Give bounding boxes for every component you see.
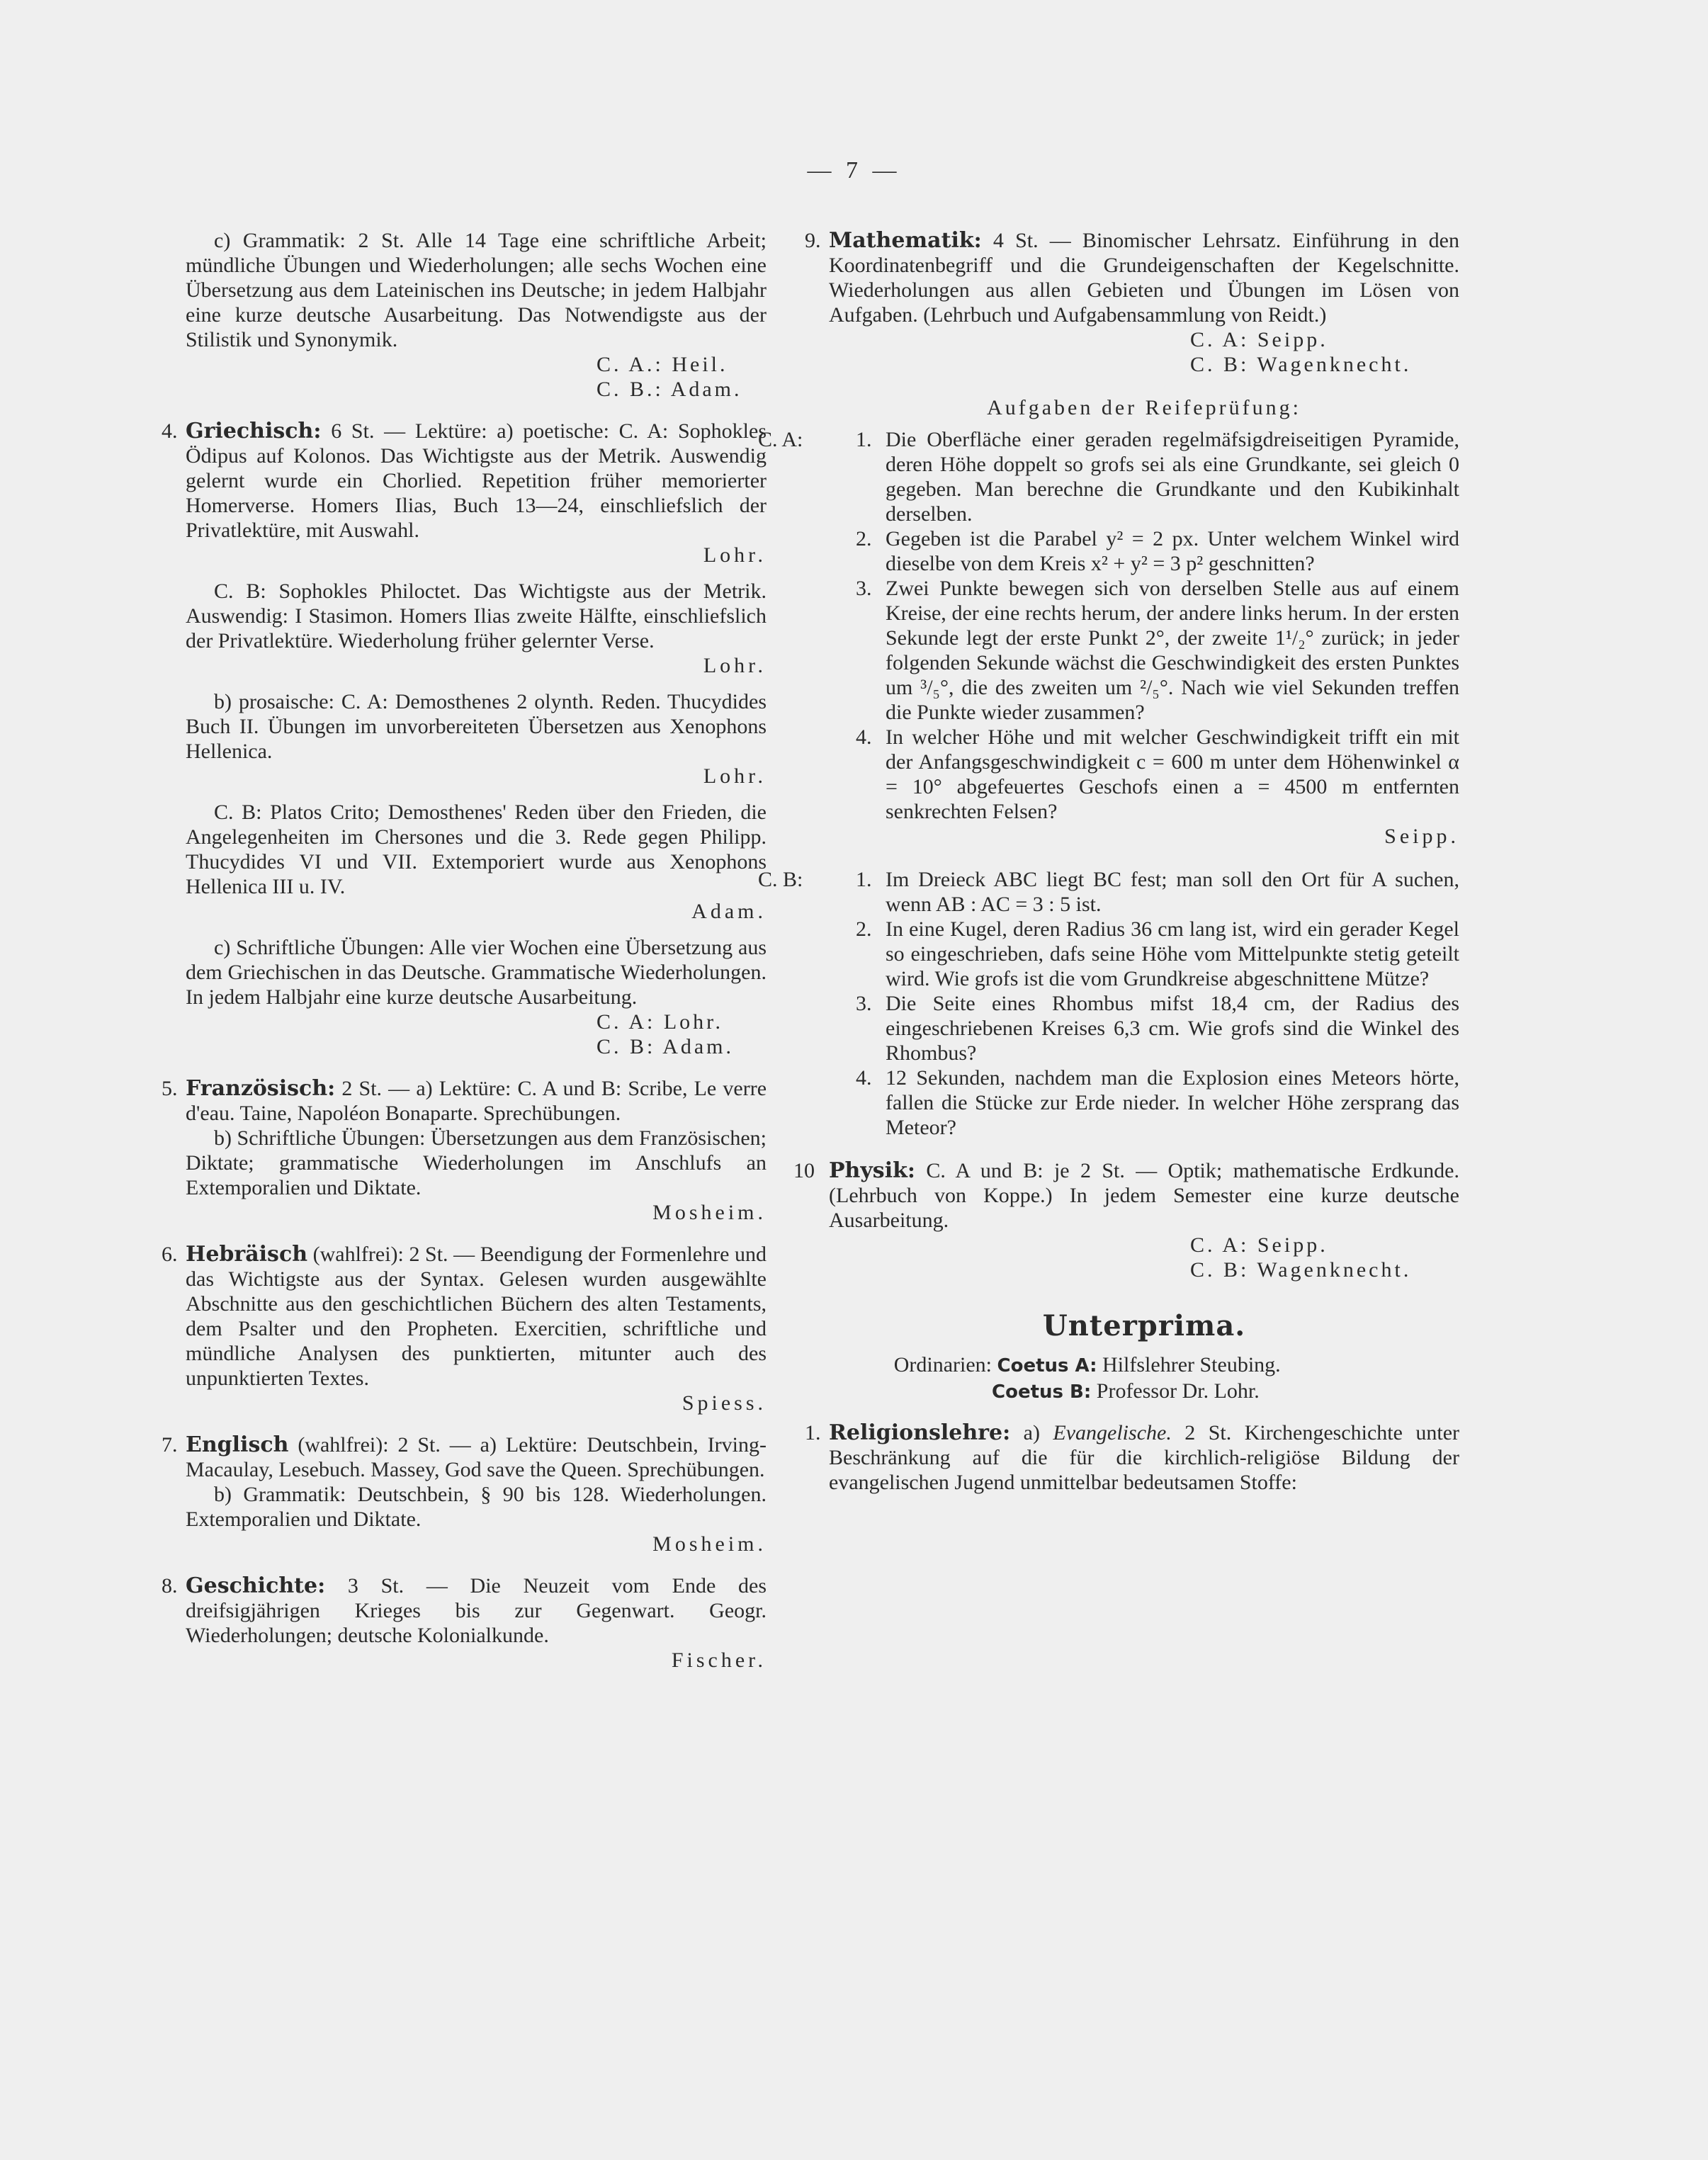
signature: C. A: Seipp.	[1190, 1233, 1328, 1257]
section-heading: Religionslehre:	[829, 1420, 1011, 1445]
signature: C. A: Lohr.	[596, 1010, 724, 1034]
problem-item: 4. In welcher Höhe und mit welcher Geschwindigkeit trifft ein mit der Anfangsgeschwindigkeit c = 600 m unter dem Höhenwinkel α = 10° abgefeuertes Geschofs einen a = 4500 m entfernten senkrechten Felsen?	[856, 725, 1459, 823]
latin-grammar-text: c) Grammatik: 2 St. Alle 14 Tage eine schriftliche Arbeit; mündliche Übungen und Wiederholungen; alle sechs Wochen eine Übersetzung aus dem Lateinischen ins Deutsche; in jedem Halbjahr eine kurze deutsche Ausarbeitung. Das Notwendigste aus der Stilistik und Synonymik.	[186, 229, 767, 351]
signature: Spiess.	[681, 1391, 767, 1415]
signature: C. A.: Heil.	[596, 353, 728, 376]
section-number: 10	[793, 1159, 815, 1182]
coetus-a-problems	[758, 427, 1459, 849]
ordinarien	[829, 1352, 1459, 1405]
section-text: (wahlfrei): 2 St. — a) Lektüre: Deutschbein, Irving-Macaulay, Lesebuch. Massey, God save the Queen. Sprechübungen.	[186, 1433, 767, 1481]
section-heading: Geschichte:	[186, 1573, 326, 1598]
section-number: 7.	[162, 1433, 178, 1457]
problem-item: 3. Zwei Punkte bewegen sich von derselben Stelle aus auf einem Kreise, der eine rechts herum, der andere links herum. In der ersten Sekunde legt der erste Punkt 2°, der zweite 1¹/₂° zurück; in jeder folgenden Sekunde wächst die Geschwindigkeit des ersten Punktes um ³/₅°, die des zweiten um ²/₅°. Nach wie viel Sekunden treffen die Punkte wieder zusammen?	[856, 577, 1459, 724]
exam-tasks-title: Aufgaben der Reifeprüfung:	[987, 396, 1301, 419]
section-text: C. A und B: je 2 St. — Optik; mathematische Erdkunde. (Lehrbuch von Koppe.) In jedem Semester eine kurze deutsche Ausarbeitung.	[829, 1159, 1459, 1232]
group-label: C. B:	[758, 868, 803, 891]
section-heading: Französisch:	[186, 1076, 336, 1101]
hebrew-section	[162, 1242, 767, 1415]
section-number: 4.	[162, 419, 178, 443]
french-section	[162, 1076, 767, 1225]
section-number: 1.	[805, 1421, 821, 1444]
signature: C. B: Wagenknecht.	[1190, 353, 1412, 376]
paragraph: b) prosaische: C. A: Demosthenes 2 olynth. Reden. Thucydides Buch II. Übungen im unvorbereiteten Übersetzen aus Xenophons Hellenica.	[186, 690, 767, 763]
ordinarien-label: Ordinarien:	[893, 1353, 992, 1376]
coetus-label: Coetus B:	[992, 1381, 1092, 1403]
signature: Adam.	[691, 900, 767, 923]
paragraph: b) Grammatik: Deutschbein, § 90 bis 128. Wiederholungen. Extemporalien und Diktate.	[186, 1483, 767, 1531]
left-column	[162, 228, 767, 1690]
section-text: 3 St. — Die Neuzeit vom Ende des dreifsigjährigen Krieges bis zur Gegenwart. Geogr. Wiederholungen; deutsche Kolonialkunde.	[186, 1574, 767, 1647]
ordinarius-name: Hilfslehrer Steubing.	[1102, 1353, 1281, 1376]
right-column	[758, 228, 1460, 1512]
section-heading: Mathematik:	[829, 228, 982, 253]
coetus-label: Coetus A:	[997, 1355, 1097, 1376]
signature: Lohr.	[703, 543, 767, 567]
problem-item: 2. Gegeben ist die Parabel y² = 2 px. Unter welchem Winkel wird dieselbe von dem Kreis x² + y² = 3 p² geschnitten?	[856, 527, 1459, 575]
section-heading: Hebräisch	[186, 1242, 308, 1267]
section-text: 6 St. — Lektüre: a) poetische: C. A: Sophokles Ödipus auf Kolonos. Das Wichtigste aus der Metrik. Auswendig gelernt wurde ein Chorlied. Repetition früher memorierter Homerverse. Homers Ilias, Buch 13—24, einschliefslich der Privatlektüre, mit Auswahl.	[186, 419, 767, 542]
signature: C. A: Seipp.	[1190, 328, 1328, 351]
paragraph: c) Schriftliche Übungen: Alle vier Wochen eine Übersetzung aus dem Griechischen in das Deutsche. Grammatische Wiederholungen. In jedem Halbjahr eine kurze deutsche Ausarbeitung.	[186, 936, 767, 1009]
signature: Lohr.	[703, 764, 767, 788]
subsection-label: Evangelische.	[1053, 1421, 1172, 1444]
section-number: 5.	[162, 1077, 178, 1100]
problem-item: 1. Die Oberfläche einer geraden regelmäfsigdreiseitigen Pyramide, deren Höhe doppelt so grofs sei als eine Grundkante, sei gleich 0 gegeben. Man berechne die Grundkante und den Kubikinhalt derselben.	[856, 428, 1459, 526]
signature: C. B: Wagenknecht.	[1190, 1258, 1412, 1282]
coetus-b-problems	[758, 867, 1459, 1140]
section-text: (wahlfrei): 2 St. — Beendigung der Formenlehre und das Wichtigste aus der Syntax. Gelesen wurden ausgewählte Abschnitte aus den geschichtlichen Büchern des alten Testaments, dem Psalter und den Propheten. Exercitien, schriftliche und mündliche Analysen des punktierten, mitunter auch des unpunktierten Textes.	[186, 1243, 767, 1390]
signature: Mosheim.	[652, 1532, 767, 1556]
problem-item: 4. 12 Sekunden, nachdem man die Explosion eines Meteors hörte, fallen die Stücke zur Erde nieder. In welcher Höhe zersprang das Meteor?	[856, 1066, 1459, 1139]
group-label: C. A:	[758, 428, 803, 451]
section-heading: Englisch	[186, 1432, 289, 1457]
physics-section	[793, 1158, 1459, 1282]
section-heading: Physik:	[829, 1158, 915, 1183]
paragraph: b) Schriftliche Übungen: Übersetzungen aus dem Französischen; Diktate; grammatische Wiederholungen im Anschlufs an Extemporalien und Diktate.	[186, 1126, 767, 1199]
section-text: 2 St. Kirchengeschichte unter Beschränkung auf die für die kirchlich-religiöse Bildung der evangelischen Jugend unmittelbar bedeutsamen Stoffe:	[829, 1421, 1460, 1494]
signature: Lohr.	[703, 654, 767, 677]
religion-section: 1. Religionslehre: a) Evangelische. 2 St. Kirchengeschichte unter Beschränkung auf die für die kirchlich-religiöse Bildung der evangelischen Jugend unmittelbar bedeutsamen Stoffe:	[805, 1420, 1460, 1494]
problem-item: 2. In eine Kugel, deren Radius 36 cm lang ist, wird ein gerader Kegel so eingeschrieben, dafs seine Höhe vom Mittelpunkte stetig geteilt wird. Wie grofs ist die vom Grundkreise abgeschnittene Mütze?	[856, 917, 1459, 990]
latin-grammar-section	[186, 228, 767, 402]
signature: C. B: Adam.	[596, 1035, 735, 1058]
section-heading: Griechisch:	[186, 419, 322, 443]
paragraph: C. B: Sophokles Philoctet. Das Wichtigste aus der Metrik. Auswendig: I Stasimon. Homers Ilias zweite Hälfte, einschliefslich der Privatlektüre. Wiederholung früher gelernter Verse.	[186, 579, 767, 652]
signature: Fischer.	[671, 1649, 767, 1672]
section-number: 9.	[805, 229, 821, 252]
math-section	[805, 228, 1459, 377]
page-number: — 7 —	[807, 157, 901, 183]
signature: C. B.: Adam.	[596, 378, 742, 401]
signature: Seipp.	[1384, 825, 1459, 848]
paragraph: C. B: Platos Crito; Demosthenes' Reden über den Frieden, die Angelegenheiten im Chersones und die 3. Rede gegen Philipp. Thucydides VI und VII. Extemporiert wurde aus Xenophons Hellenica III u. IV.	[186, 801, 767, 898]
section-number: 6.	[162, 1243, 178, 1266]
greek-section	[162, 419, 767, 1059]
section-number: 8.	[162, 1574, 178, 1598]
signature: Mosheim.	[652, 1201, 767, 1224]
problem-item: 1. Im Dreieck ABC liegt BC fest; man soll den Ort für A suchen, wenn AB : AC = 3 : 5 ist.	[856, 868, 1459, 916]
unterprima-heading: Unterprima.	[1042, 1309, 1246, 1342]
history-section	[162, 1573, 767, 1673]
english-section	[162, 1432, 767, 1556]
problem-item: 3. Die Seite eines Rhombus mifst 18,4 cm, der Radius des eingeschriebenen Kreises 6,3 cm. Wie grofs sind die Winkel des Rhombus?	[856, 992, 1459, 1065]
section-text: 4 St. — Binomischer Lehrsatz. Einführung in den Koordinatenbegriff und die Grundeigenschaften der Kegelschnitte. Wiederholungen aus allen Gebieten und Übungen im Lösen von Aufgaben. (Lehrbuch und Aufgabensammlung von Reidt.)	[829, 229, 1459, 327]
ordinarius-name: Professor Dr. Lohr.	[1096, 1379, 1260, 1403]
section-text: 2 St. — a) Lektüre: C. A und B: Scribe, Le verre d'eau. Taine, Napoléon Bonaparte. Sprechübungen.	[186, 1077, 767, 1125]
